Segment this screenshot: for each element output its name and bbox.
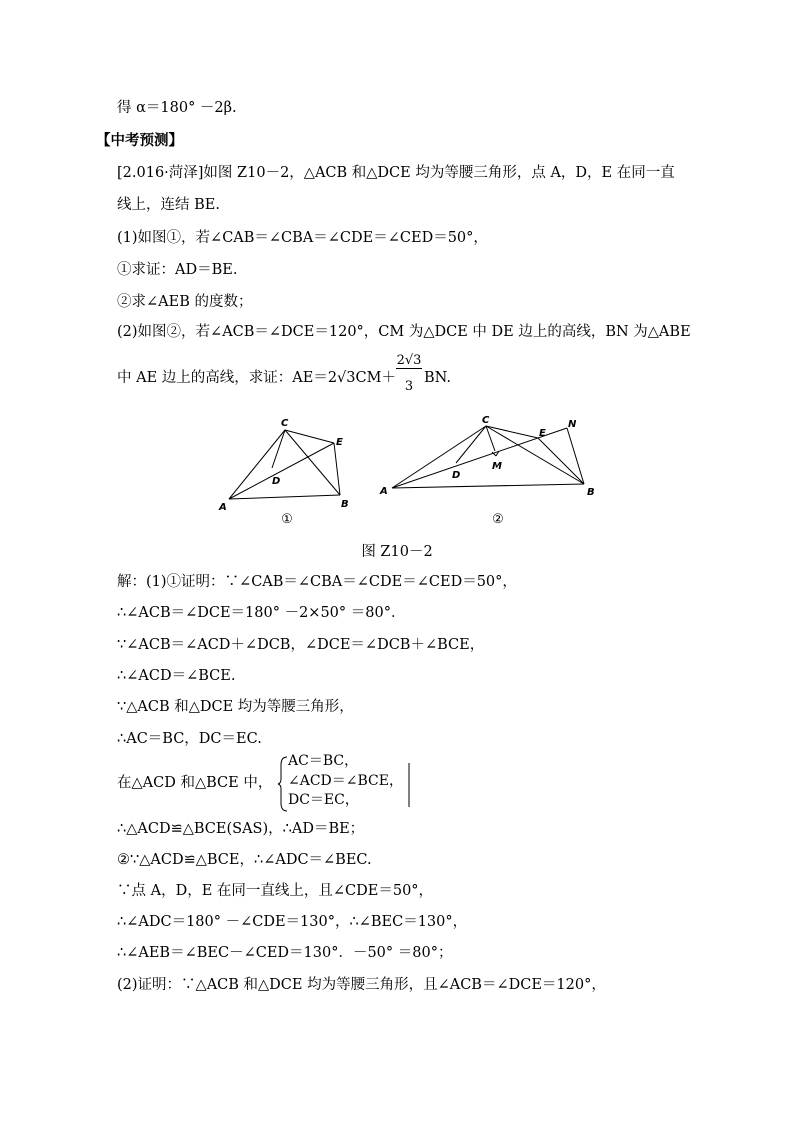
- fraction-denominator: 3: [404, 379, 414, 394]
- problem-line-7a: 中 AE 边上的高线，求证：AE＝2√3CM＋: [117, 370, 396, 386]
- top-line: 得 α＝180° －2β.: [117, 100, 237, 116]
- problem-line-5: ②求∠AEB 的度数；: [117, 294, 253, 310]
- fig1-caption: ①: [281, 512, 293, 527]
- fig1-label-d: D: [272, 476, 281, 487]
- figure-2: [372, 408, 612, 528]
- fig1-label-c: C: [281, 418, 289, 429]
- fig2-label-a: A: [380, 486, 388, 497]
- figure-caption: 图 Z10－2: [361, 544, 433, 560]
- solution-line-2: ∴∠ACB＝∠DCE＝180° －2×50° ＝80°．: [117, 605, 406, 621]
- solution-line-1: 解：(1)①证明：∵∠CAB＝∠CBA＝∠CDE＝∠CED＝50°，: [117, 574, 517, 590]
- solution-line-3: ∵∠ACB＝∠ACD＋∠DCB，∠DCE＝∠DCB＋∠BCE，: [117, 637, 485, 653]
- solution-line-4: ∴∠ACD＝∠BCE.: [117, 668, 236, 684]
- fig1-label-b: B: [341, 499, 349, 510]
- fig2-caption: ②: [492, 512, 504, 527]
- fig2-label-n: N: [568, 419, 577, 430]
- fig2-label-d: D: [452, 470, 461, 481]
- fig1-label-e: E: [336, 437, 343, 448]
- solution-line-13: (2)证明：∵△ACB 和△DCE 均为等腰三角形，且∠ACB＝∠DCE＝120°，: [117, 977, 606, 993]
- problem-line-4: ①求证：AD＝BE.: [117, 262, 238, 278]
- fraction-numerator: 2√3: [396, 353, 422, 368]
- fig2-label-c: C: [482, 415, 490, 426]
- fig2-label-e: E: [539, 428, 546, 439]
- problem-line-3: (1)如图①，若∠CAB＝∠CBA＝∠CDE＝∠CED＝50°，: [117, 230, 488, 246]
- fig1-label-a: A: [219, 502, 227, 513]
- brace-line-3: DC＝EC，: [288, 792, 359, 808]
- solution-line-8: ∴△ACD≌△BCE(SAS)，∴AD＝BE；: [117, 821, 365, 837]
- solution-line-6: ∴AC＝BC，DC＝EC.: [117, 731, 262, 747]
- problem-line-7b: BN.: [424, 370, 452, 386]
- solution-line-11: ∴∠ADC＝180° －∠CDE＝130°，∴∠BEC＝130°，: [117, 914, 468, 930]
- solution-line-12: ∴∠AEB＝∠BEC－∠CED＝130°．－50° ＝80°；: [117, 945, 453, 961]
- problem-line-2: 线上，连结 BE.: [117, 197, 220, 213]
- problem-line-6: (2)如图②，若∠ACB＝∠DCE＝120°，CM 为△DCE 中 DE 边上的高线，BN 为△ABE: [117, 324, 691, 340]
- solution-line-9: ②∵△ACD≌△BCE，∴∠ADC＝∠BEC.: [117, 852, 372, 868]
- fig2-label-b: B: [587, 487, 595, 498]
- section-title: 【中考预测】: [96, 132, 183, 149]
- brace-line-2: ∠ACD＝∠BCE，: [288, 773, 403, 789]
- brace-line-1: AC＝BC，: [288, 753, 359, 769]
- fig2-label-m: M: [492, 461, 502, 472]
- solution-line-7: 在△ACD 和△BCE 中，: [117, 775, 273, 791]
- solution-line-5: ∵△ACB 和△DCE 均为等腰三角形，: [117, 699, 354, 715]
- figure-1: [210, 408, 360, 528]
- solution-line-10: ∵点 A，D，E 在同一直线上，且∠CDE＝50°，: [117, 883, 434, 899]
- problem-line-1: [2.016·菏泽]如图 Z10－2，△ACB 和△DCE 均为等腰三角形，点 A，D，E 在同一直: [117, 165, 675, 181]
